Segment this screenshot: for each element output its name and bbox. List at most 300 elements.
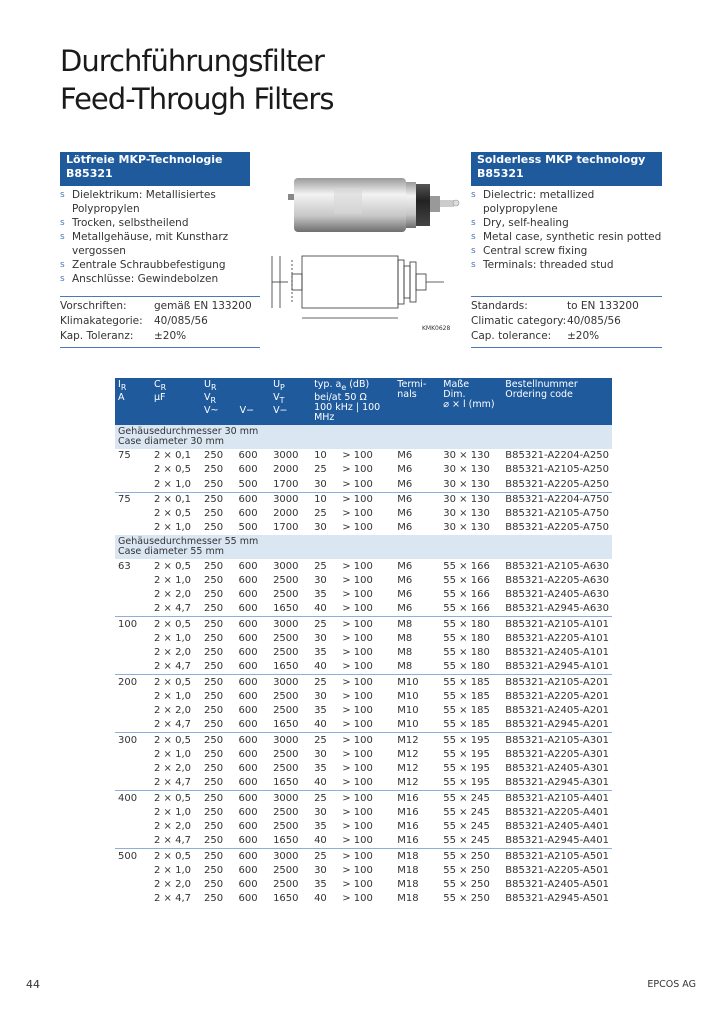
cell-terminals: M6 <box>397 574 413 586</box>
cell-att-100khz: 35 <box>314 879 327 891</box>
cell-ir <box>115 892 151 906</box>
cell-att-100khz: 25 <box>311 791 339 806</box>
cell-ur-dc: 600 <box>236 733 271 748</box>
cell-up: 2500 <box>273 763 299 775</box>
cell-ordering-code: B85321-A2105-A250 <box>505 464 609 476</box>
table-row <box>115 574 612 588</box>
cell-att-100mhz: > 100 <box>342 806 373 818</box>
cell-cr: 2 × 4,7 <box>154 893 192 905</box>
cell-ordering-code: B85321-A2105-A301 <box>502 733 612 748</box>
cell-ordering-code: B85321-A2205-A750 <box>505 522 609 534</box>
cell-ir: 200 <box>115 675 151 690</box>
cell-ir: 300 <box>115 733 151 748</box>
section-header-row <box>115 535 612 559</box>
cell-up: 3000 <box>270 675 311 690</box>
cell-att-100khz: 30 <box>314 806 327 818</box>
cell-dim: 55 × 185 <box>443 690 490 702</box>
table-row <box>115 690 612 704</box>
cell-ur-ac: 250 <box>201 791 236 806</box>
cell-cr: 2 × 0,5 <box>154 560 192 572</box>
cell-ir <box>115 632 151 646</box>
cell-ir <box>115 477 151 492</box>
cell-terminals: M6 <box>397 464 413 476</box>
cell-ur-dc: 600 <box>236 791 271 806</box>
left-feature-list <box>60 188 260 286</box>
cell-terminals: M10 <box>397 690 419 702</box>
cell-att-100khz: 40 <box>314 835 327 847</box>
cell-cr: 2 × 0,5 <box>151 675 201 690</box>
cell-att-100khz: 30 <box>314 522 327 534</box>
list-item: s Anschlüsse: Gewindebolzen <box>60 272 260 286</box>
cell-ur-dc: 600 <box>238 603 258 615</box>
table-row <box>115 791 612 806</box>
cell-ir <box>115 806 151 820</box>
list-item: s Central screw fixing <box>471 244 671 258</box>
cell-terminals: M6 <box>397 478 413 490</box>
cell-dim: 30 × 130 <box>443 450 490 462</box>
cell-cr: 2 × 1,0 <box>154 478 192 490</box>
cell-att-100mhz: > 100 <box>342 478 373 490</box>
cell-ordering-code: B85321-A2105-A501 <box>502 849 612 864</box>
cell-att-100khz: 35 <box>314 589 327 601</box>
cell-att-100khz: 40 <box>314 719 327 731</box>
right-specs <box>471 296 662 348</box>
cell-att-100mhz: > 100 <box>339 492 394 507</box>
cell-att-100mhz: > 100 <box>342 574 373 586</box>
cell-up: 2500 <box>273 879 299 891</box>
cell-dim: 55 × 245 <box>443 821 490 833</box>
cell-ir <box>115 834 151 849</box>
cell-ur-ac: 250 <box>204 893 224 905</box>
cell-att-100khz: 25 <box>314 508 327 520</box>
col-up: $U_P$ $V_T$ V− <box>270 378 311 425</box>
cell-terminals: M18 <box>397 879 419 891</box>
cell-att-100khz: 10 <box>311 492 339 507</box>
cell-dim: 55 × 180 <box>443 647 490 659</box>
cell-terminals: M18 <box>394 849 440 864</box>
cell-terminals: M6 <box>394 492 440 507</box>
cell-ur-dc: 600 <box>238 893 258 905</box>
cell-ir <box>115 762 151 776</box>
cell-ur-dc: 500 <box>238 522 258 534</box>
cell-up: 3000 <box>270 492 311 507</box>
cell-att-100mhz: > 100 <box>339 791 394 806</box>
table-row <box>115 849 612 864</box>
cell-dim: 55 × 250 <box>443 864 490 876</box>
cell-ir: 75 <box>118 450 131 462</box>
cell-terminals: M16 <box>397 806 419 818</box>
cell-att-100mhz: > 100 <box>342 632 373 644</box>
cell-cr: 2 × 1,0 <box>154 748 192 760</box>
cell-cr: 2 × 2,0 <box>154 647 192 659</box>
cell-cr: 2 × 4,7 <box>154 719 192 731</box>
cell-terminals: M8 <box>397 632 413 644</box>
cell-att-100khz: 40 <box>314 893 327 905</box>
cell-ordering-code: B85321-A2205-A630 <box>505 574 609 586</box>
cell-ur-dc: 600 <box>238 632 258 644</box>
col-ur: $U_R$ $V_R$ V~ V− <box>201 378 270 425</box>
cell-att-100mhz: > 100 <box>342 661 373 673</box>
cell-terminals: M6 <box>397 450 413 462</box>
table-row <box>115 762 612 776</box>
cell-dim: 55 × 185 <box>443 705 490 717</box>
cell-ur-ac: 250 <box>204 806 224 818</box>
cell-terminals: M8 <box>394 617 440 632</box>
cell-att-100khz: 30 <box>314 690 327 702</box>
cell-cr: 2 × 1,0 <box>154 632 192 644</box>
drawing-code: KMK0628 <box>422 325 451 332</box>
cell-ordering-code: B85321-A2405-A101 <box>505 647 609 659</box>
cell-ur-dc: 600 <box>238 464 258 476</box>
cell-up: 3000 <box>270 849 311 864</box>
cell-ordering-code: B85321-A2945-A630 <box>505 603 609 615</box>
spec-key: Vorschriften: <box>60 300 127 312</box>
cell-terminals: M12 <box>397 777 419 789</box>
table-row <box>115 602 612 617</box>
cell-ordering-code: B85321-A2105-A401 <box>502 791 612 806</box>
spec-key: Standards: <box>471 300 528 312</box>
cell-up: 2500 <box>273 705 299 717</box>
cell-dim: 55 × 245 <box>443 835 490 847</box>
cell-dim: 55 × 245 <box>443 806 490 818</box>
cell-ur-ac: 250 <box>204 821 224 833</box>
cell-cr: 2 × 4,7 <box>154 835 192 847</box>
table-row <box>115 617 612 632</box>
cell-ir <box>115 704 151 718</box>
cell-cr: 2 × 0,5 <box>154 464 192 476</box>
cell-ir <box>115 718 151 733</box>
cell-up: 2500 <box>273 632 299 644</box>
cell-att-100khz: 30 <box>314 574 327 586</box>
cell-att-100mhz: > 100 <box>342 719 373 731</box>
cell-ordering-code: B85321-A2205-A101 <box>505 632 609 644</box>
cell-terminals: M8 <box>397 661 413 673</box>
right-heading-line1: Solderless MKP technology <box>477 153 646 166</box>
cell-ordering-code: B85321-A2105-A630 <box>505 560 609 572</box>
cell-cr: 2 × 0,5 <box>151 617 201 632</box>
cell-ordering-code: B85321-A2105-A750 <box>505 508 609 520</box>
filter-product-image <box>268 158 468 333</box>
cell-cr: 2 × 0,1 <box>151 492 201 507</box>
table-row <box>115 748 612 762</box>
cell-ur-ac: 250 <box>204 763 224 775</box>
cell-att-100khz: 10 <box>314 450 327 462</box>
cell-dim: 30 × 130 <box>443 522 490 534</box>
spec-value: 40/085/56 <box>567 315 621 327</box>
capacitor-photo <box>288 178 459 232</box>
section-label <box>115 425 612 449</box>
cell-ur-dc: 600 <box>238 574 258 586</box>
cell-up: 1650 <box>273 661 299 673</box>
cell-dim: 55 × 166 <box>443 560 490 572</box>
table-row <box>115 449 612 463</box>
cell-ordering-code: B85321-A2205-A301 <box>505 748 609 760</box>
cell-att-100mhz: > 100 <box>342 464 373 476</box>
spec-value: gemäß EN 133200 <box>154 300 252 312</box>
cell-up: 2500 <box>273 864 299 876</box>
cell-up: 1650 <box>273 719 299 731</box>
table-row <box>115 776 612 791</box>
cell-att-100mhz: > 100 <box>342 690 373 702</box>
cell-ordering-code: B85321-A2105-A201 <box>502 675 612 690</box>
page-title-en: Feed-Through Filters <box>60 82 334 116</box>
cell-cr: 2 × 2,0 <box>154 589 192 601</box>
cell-dim: 55 × 166 <box>443 589 490 601</box>
section-label <box>115 535 612 559</box>
cell-ir <box>115 574 151 588</box>
cell-ir <box>115 646 151 660</box>
cell-dim: 30 × 130 <box>443 464 490 476</box>
cell-ur-ac: 250 <box>204 777 224 789</box>
cell-ir <box>115 864 151 878</box>
cell-ur-ac: 250 <box>201 617 236 632</box>
cell-terminals: M12 <box>397 763 419 775</box>
cell-att-100khz: 40 <box>314 661 327 673</box>
cell-cr: 2 × 1,0 <box>154 574 192 586</box>
cell-ordering-code: B85321-A2945-A401 <box>505 835 609 847</box>
dimension-drawing <box>272 256 444 318</box>
spec-key: Cap. tolerance: <box>471 330 552 342</box>
left-heading-line1: Lötfreie MKP-Technologie <box>66 153 223 166</box>
table-header-row <box>115 378 612 425</box>
cell-up: 2500 <box>273 748 299 760</box>
cell-att-100mhz: > 100 <box>342 893 373 905</box>
cell-terminals: M16 <box>397 835 419 847</box>
cell-up: 1650 <box>273 777 299 789</box>
cell-ur-ac: 250 <box>204 560 224 572</box>
table-row <box>115 675 612 690</box>
cell-ur-ac: 250 <box>204 478 224 490</box>
left-specs <box>60 296 260 348</box>
cell-dim: 30 × 130 <box>443 508 490 520</box>
cell-att-100mhz: > 100 <box>342 603 373 615</box>
cell-cr: 2 × 0,5 <box>151 733 201 748</box>
cell-cr: 2 × 1,0 <box>154 806 192 818</box>
cell-ur-dc: 500 <box>238 478 258 490</box>
table-row <box>115 463 612 477</box>
table-row <box>115 820 612 834</box>
cell-up: 3000 <box>270 733 311 748</box>
cell-ur-dc: 600 <box>238 661 258 673</box>
cell-att-100mhz: > 100 <box>342 508 373 520</box>
table-row <box>115 559 612 573</box>
cell-ir <box>115 820 151 834</box>
col-ordering-code: Bestellnummer Ordering code <box>502 378 612 425</box>
cell-att-100mhz: > 100 <box>342 835 373 847</box>
cell-att-100mhz: > 100 <box>342 821 373 833</box>
cell-terminals: M18 <box>397 893 419 905</box>
col-dim: Maße Dim. ⌀ × l (mm) <box>440 378 502 425</box>
cell-dim: 55 × 250 <box>443 893 490 905</box>
cell-cr: 2 × 0,5 <box>154 508 192 520</box>
spec-value: ±20% <box>567 330 600 342</box>
cell-ur-ac: 250 <box>204 705 224 717</box>
cell-ordering-code: B85321-A2205-A250 <box>505 478 609 490</box>
table-row <box>115 492 612 507</box>
cell-ur-dc: 600 <box>238 450 258 462</box>
cell-ordering-code: B85321-A2105-A101 <box>502 617 612 632</box>
cell-dim: 55 × 180 <box>440 617 502 632</box>
cell-ur-dc: 600 <box>238 879 258 891</box>
cell-ur-ac: 250 <box>204 522 224 534</box>
cell-att-100khz: 35 <box>314 821 327 833</box>
cell-att-100mhz: > 100 <box>339 733 394 748</box>
cell-ur-dc: 600 <box>238 560 258 572</box>
cell-ur-ac: 250 <box>204 450 224 462</box>
table-row <box>115 864 612 878</box>
left-panel-heading <box>60 152 250 186</box>
right-feature-list <box>471 188 671 272</box>
cell-up: 2500 <box>273 806 299 818</box>
cell-up: 3000 <box>270 791 311 806</box>
cell-ordering-code: B85321-A2405-A201 <box>505 705 609 717</box>
cell-att-100khz: 40 <box>314 777 327 789</box>
cell-att-100mhz: > 100 <box>342 647 373 659</box>
cell-ur-dc: 600 <box>238 748 258 760</box>
cell-ur-dc: 600 <box>236 849 271 864</box>
cell-cr: 2 × 0,1 <box>154 450 192 462</box>
list-item: s Dielektrikum: Metallisiertes Polypropylen <box>60 188 260 216</box>
cell-dim: 55 × 245 <box>440 791 502 806</box>
cell-ir <box>115 660 151 675</box>
list-item: s Terminals: threaded stud <box>471 258 671 272</box>
cell-ordering-code: B85321-A2405-A501 <box>505 879 609 891</box>
table-row <box>115 733 612 748</box>
cell-att-100khz: 35 <box>314 647 327 659</box>
table-row <box>115 588 612 602</box>
table-row <box>115 806 612 820</box>
cell-att-100khz: 25 <box>314 464 327 476</box>
table-row <box>115 892 612 906</box>
product-table <box>115 378 612 906</box>
cell-ur-dc: 600 <box>238 719 258 731</box>
cell-dim: 30 × 130 <box>443 478 490 490</box>
cell-terminals: M12 <box>397 748 419 760</box>
cell-ordering-code: B85321-A2204-A250 <box>505 450 609 462</box>
cell-ur-ac: 250 <box>204 690 224 702</box>
cell-dim: 55 × 180 <box>443 661 490 673</box>
cell-ir <box>115 602 151 617</box>
cell-cr: 2 × 4,7 <box>154 661 192 673</box>
cell-att-100khz: 30 <box>314 478 327 490</box>
section-label-en: Case diameter 55 mm <box>118 546 224 558</box>
list-item: s Dry, self-healing <box>471 216 671 230</box>
cell-terminals: M16 <box>397 821 419 833</box>
cell-att-100khz: 30 <box>314 748 327 760</box>
cell-ordering-code: B85321-A2405-A301 <box>505 763 609 775</box>
cell-up: 2000 <box>273 464 299 476</box>
col-terminals: Termi- nals <box>394 378 440 425</box>
cell-ur-ac: 250 <box>204 647 224 659</box>
cell-cr: 2 × 1,0 <box>154 690 192 702</box>
cell-ir: 400 <box>115 791 151 806</box>
cell-ur-dc: 600 <box>238 777 258 789</box>
cell-ordering-code: B85321-A2204-A750 <box>502 492 612 507</box>
table-row <box>115 718 612 733</box>
cell-ur-dc: 600 <box>236 492 271 507</box>
cell-att-100khz: 25 <box>314 560 327 572</box>
cell-att-100mhz: > 100 <box>342 777 373 789</box>
cell-ur-ac: 250 <box>204 632 224 644</box>
spec-value: to EN 133200 <box>567 300 639 312</box>
cell-att-100khz: 35 <box>314 763 327 775</box>
table-row <box>115 660 612 675</box>
spec-key: Klimakategorie: <box>60 315 143 327</box>
cell-ordering-code: B85321-A2945-A101 <box>505 661 609 673</box>
cell-ur-ac: 250 <box>201 675 236 690</box>
cell-up: 2500 <box>273 574 299 586</box>
cell-terminals: M6 <box>397 508 413 520</box>
cell-att-100mhz: > 100 <box>339 849 394 864</box>
cell-ir <box>115 588 151 602</box>
cell-terminals: M6 <box>397 522 413 534</box>
cell-dim: 55 × 185 <box>440 675 502 690</box>
cell-up: 1650 <box>273 893 299 905</box>
cell-ur-dc: 600 <box>236 617 271 632</box>
table-row <box>115 646 612 660</box>
cell-ir: 63 <box>118 560 131 572</box>
cell-up: 2500 <box>273 821 299 833</box>
cell-att-100mhz: > 100 <box>339 617 394 632</box>
cell-ur-dc: 600 <box>238 705 258 717</box>
cell-up: 3000 <box>273 560 299 572</box>
cell-att-100khz: 35 <box>314 705 327 717</box>
cell-att-100mhz: > 100 <box>339 675 394 690</box>
spec-key: Climatic category: <box>471 315 567 327</box>
cell-up: 1700 <box>273 522 299 534</box>
cell-dim: 55 × 250 <box>440 849 502 864</box>
cell-ur-dc: 600 <box>238 763 258 775</box>
cell-dim: 55 × 166 <box>443 574 490 586</box>
cell-terminals: M8 <box>397 647 413 659</box>
cell-att-100mhz: > 100 <box>342 763 373 775</box>
right-panel-heading <box>471 152 662 186</box>
section-label-de: Gehäusedurchmesser 30 mm <box>118 425 259 437</box>
table-row <box>115 507 612 521</box>
cell-terminals: M6 <box>397 589 413 601</box>
cell-ir <box>115 878 151 892</box>
col-ir: $I_R$ A <box>115 378 151 425</box>
cell-dim: 30 × 130 <box>440 492 502 507</box>
cell-up: 1700 <box>273 478 299 490</box>
cell-ordering-code: B85321-A2205-A501 <box>505 864 609 876</box>
cell-ur-ac: 250 <box>201 849 236 864</box>
section-label-de: Gehäusedurchmesser 55 mm <box>118 536 259 548</box>
cell-cr: 2 × 4,7 <box>154 777 192 789</box>
cell-ur-dc: 600 <box>238 647 258 659</box>
cell-up: 2000 <box>273 508 299 520</box>
cell-cr: 2 × 1,0 <box>154 522 192 534</box>
cell-ir: 100 <box>115 617 151 632</box>
cell-ur-ac: 250 <box>204 574 224 586</box>
cell-up: 2500 <box>273 589 299 601</box>
cell-att-100khz: 40 <box>314 603 327 615</box>
cell-dim: 55 × 195 <box>443 763 490 775</box>
cell-att-100khz: 25 <box>311 617 339 632</box>
cell-att-100mhz: > 100 <box>342 705 373 717</box>
cell-terminals: M18 <box>397 864 419 876</box>
cell-terminals: M10 <box>394 675 440 690</box>
cell-ur-ac: 250 <box>201 492 236 507</box>
cell-ordering-code: B85321-A2405-A401 <box>505 821 609 833</box>
cell-ordering-code: B85321-A2405-A630 <box>505 589 609 601</box>
cell-ir <box>115 521 151 535</box>
cell-cr: 2 × 2,0 <box>154 763 192 775</box>
table-row <box>115 834 612 849</box>
cell-att-100mhz: > 100 <box>342 522 373 534</box>
cell-cr: 2 × 2,0 <box>154 705 192 717</box>
cell-terminals: M6 <box>397 603 413 615</box>
